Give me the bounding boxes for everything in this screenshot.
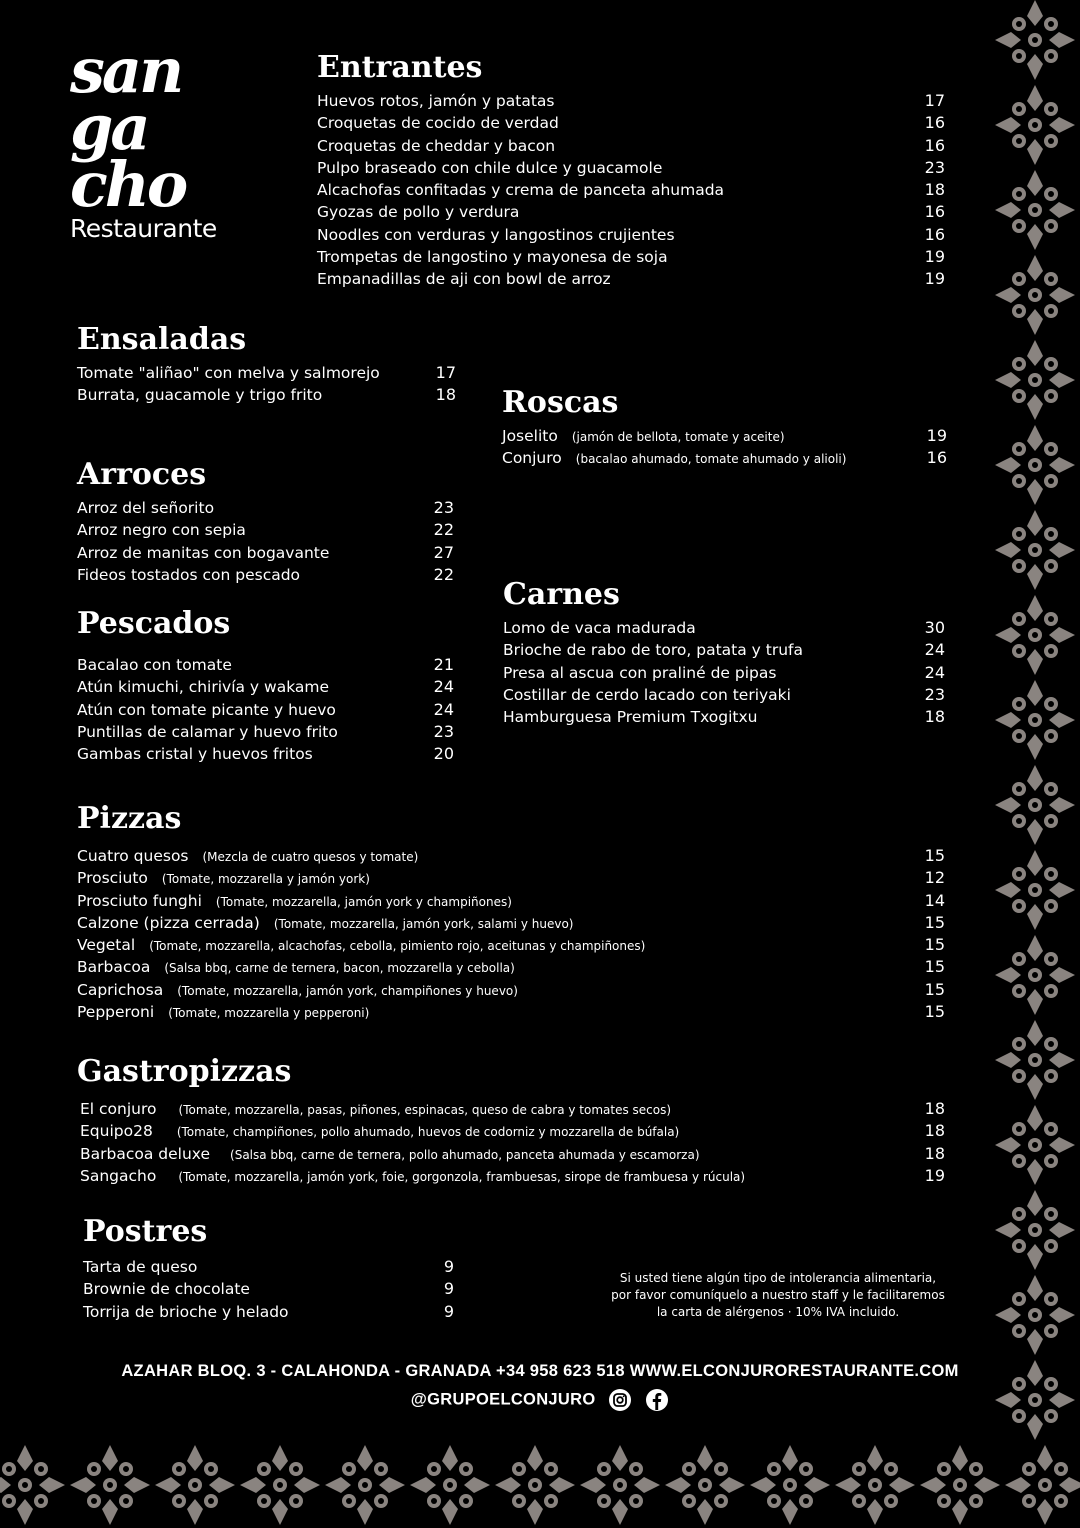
item-price: 24 [924, 640, 945, 660]
menu-item [77, 384, 456, 406]
decorative-border-bottom [0, 1440, 1080, 1528]
item-price: 19 [926, 426, 947, 445]
notice-line: Si usted tiene algún tipo de intolerancia alimentaria, [619, 1271, 937, 1285]
item-name: Barbacoa deluxe [80, 1144, 211, 1163]
item-price: 16 [924, 113, 945, 133]
item-name: Conjuro [502, 449, 562, 468]
menu-item [77, 934, 945, 956]
item-price: 16 [924, 135, 945, 155]
menu-item [77, 1143, 945, 1165]
section-gastropizzas [77, 1054, 945, 1187]
item-price: 9 [443, 1279, 454, 1299]
item-price: 30 [924, 618, 945, 637]
item-price: 16 [926, 448, 947, 468]
item-name: Noodles con verduras y langostinos crujientes [317, 225, 675, 244]
item-name: Tarta de queso [83, 1258, 198, 1276]
section-title: Postres [83, 1214, 208, 1249]
item-price: 24 [433, 677, 454, 697]
item-price: 14 [924, 890, 945, 910]
item-name: Brownie de chocolate [83, 1280, 250, 1299]
logo-line-1: san [70, 34, 182, 107]
item-description: (Tomate, mozzarella, jamón york, salami y huevo) [273, 916, 574, 931]
notice-line: por favor comuníquelo a nuestro staff y le facilitaremos [611, 1288, 945, 1302]
logo-line-3: cho [70, 148, 186, 221]
section-postres [83, 1214, 454, 1323]
social-handle: @GRUPOELCONJURO [410, 1390, 596, 1409]
section-pizzas [77, 801, 945, 1023]
section-title: Carnes [503, 577, 620, 612]
section-title: Arroces [77, 457, 207, 492]
section-roscas [502, 385, 947, 470]
item-name: Tomate "aliñao" con melva y salmorejo [77, 364, 380, 382]
item-name: Arroz negro con sepia [77, 521, 246, 540]
item-description: (Tomate, mozzarella, pasas, piñones, espinacas, queso de cabra y tomates secos) [178, 1103, 672, 1117]
item-name: Cuatro quesos [77, 847, 189, 865]
item-name: Burrata, guacamole y trigo frito [77, 386, 323, 405]
item-name: Empanadillas de aji con bowl de arroz [317, 270, 611, 289]
item-price: 24 [433, 699, 454, 719]
facebook-icon[interactable] [645, 1388, 669, 1412]
menu-item [77, 362, 456, 384]
item-description: (Tomate, mozzarella, jamón york, champiñones y huevo) [177, 983, 518, 998]
item-price: 9 [443, 1301, 454, 1321]
item-description: (bacalao ahumado, tomate ahumado y alioli) [575, 452, 847, 467]
item-name: Calzone (pizza cerrada) [77, 913, 260, 932]
instagram-icon[interactable] [608, 1388, 632, 1412]
item-name: El conjuro [80, 1100, 157, 1118]
item-name: Arroz de manitas con bogavante [77, 543, 330, 562]
item-name: Atún con tomate picante y huevo [77, 700, 336, 719]
item-price: 15 [924, 1002, 945, 1022]
menu-item [77, 542, 454, 564]
item-description: (Mezcla de cuatro quesos y tomate) [202, 850, 419, 864]
item-description: (Tomate, mozzarella y jamón york) [161, 872, 370, 887]
section-ensaladas [77, 322, 456, 407]
item-name: Presa al ascua con praliné de pipas [503, 663, 777, 682]
menu-item [317, 224, 945, 246]
item-name: Alcachofas confitadas y crema de panceta ahumada [317, 181, 725, 200]
item-price: 18 [924, 1121, 945, 1141]
menu-item [502, 425, 947, 447]
item-name: Bacalao con tomate [77, 656, 232, 674]
item-description: (Salsa bbq, carne de ternera, pollo ahumado, panceta ahumada y escamorza) [230, 1147, 700, 1162]
item-name: Gyozas de pollo y verdura [317, 203, 520, 222]
menu-item [83, 1301, 454, 1323]
item-price: 18 [924, 707, 945, 727]
item-name: Puntillas de calamar y huevo frito [77, 722, 338, 741]
item-price: 18 [435, 385, 456, 405]
item-name: Arroz del señorito [77, 499, 215, 517]
section-pescados [77, 606, 454, 765]
menu-item [77, 1165, 945, 1187]
item-price: 21 [433, 655, 454, 674]
menu-item [317, 201, 945, 223]
item-name: Costillar de cerdo lacado con teriyaki [503, 685, 791, 704]
menu-item [503, 706, 945, 728]
item-name: Lomo de vaca madurada [503, 619, 696, 637]
item-name: Trompetas de langostino y mayonesa de soja [317, 248, 668, 267]
section-title: Pizzas [77, 801, 182, 836]
item-description: (Salsa bbq, carne de ternera, bacon, mozzarella y cebolla) [164, 961, 515, 976]
item-price: 23 [433, 721, 454, 741]
menu-item [83, 1278, 454, 1300]
item-price: 18 [924, 1099, 945, 1118]
item-price: 15 [924, 846, 945, 865]
item-description: (Tomate, mozzarella, jamón york y champiñones) [215, 894, 512, 909]
item-price: 23 [924, 684, 945, 704]
item-name: Torrija de brioche y helado [83, 1302, 289, 1321]
item-description: (Tomate, mozzarella y pepperoni) [168, 1006, 370, 1021]
menu-item [317, 90, 945, 112]
item-price: 22 [433, 564, 454, 584]
menu-item [77, 743, 454, 765]
item-price: 18 [924, 1143, 945, 1163]
item-name: Pepperoni [77, 1003, 155, 1022]
item-price: 23 [433, 498, 454, 517]
item-name: Croquetas de cheddar y bacon [317, 136, 556, 155]
item-name: Equipo28 [80, 1122, 153, 1141]
menu-item [317, 112, 945, 134]
item-description: (Tomate, champiñones, pollo ahumado, huevos de codorniz y mozzarella de búfala) [176, 1125, 680, 1140]
menu-item [77, 676, 454, 698]
footer-address: AZAHAR BLOQ. 3 - CALAHONDA - GRANADA +34 958 623 518 WWW.ELCONJURORESTAURANTE.COM [121, 1362, 959, 1380]
item-description: (Tomate, mozzarella, alcachofas, cebolla, pimiento rojo, aceitunas y champiñones) [149, 939, 646, 954]
menu-item [503, 684, 945, 706]
section-entrantes [317, 50, 945, 291]
item-name: Croquetas de cocido de verdad [317, 114, 559, 133]
item-name: Hamburguesa Premium Txogitxu [503, 708, 758, 727]
item-price: 16 [924, 224, 945, 244]
footer-social [0, 1388, 1080, 1412]
item-price: 24 [924, 662, 945, 682]
item-price: 15 [924, 935, 945, 955]
section-title: Ensaladas [77, 322, 247, 357]
decorative-border-right [990, 0, 1080, 1440]
item-name: Prosciuto funghi [77, 891, 202, 910]
item-price: 19 [924, 1165, 945, 1185]
section-title: Pescados [77, 606, 231, 641]
item-name: Prosciuto [77, 869, 148, 888]
item-price: 15 [924, 979, 945, 999]
menu-item [77, 890, 945, 912]
item-price: 19 [924, 269, 945, 289]
menu-item [77, 1120, 945, 1142]
item-price: 17 [924, 91, 945, 110]
menu-item [77, 564, 454, 586]
menu-item [317, 179, 945, 201]
menu-item [317, 135, 945, 157]
restaurant-logo [70, 34, 230, 243]
section-title: Entrantes [317, 50, 483, 85]
menu-item [77, 699, 454, 721]
item-name: Gambas cristal y huevos fritos [77, 745, 313, 764]
item-description: (Tomate, mozzarella, jamón york, foie, gorgonzola, frambuesas, sirope de frambuesa y rúcula) [178, 1169, 746, 1184]
menu-item [503, 639, 945, 661]
item-price: 19 [924, 247, 945, 267]
menu-item [77, 867, 945, 889]
menu-item [77, 1098, 945, 1120]
menu-item [77, 979, 945, 1001]
item-name: Joselito [502, 427, 558, 445]
section-arroces [77, 457, 454, 586]
item-name: Caprichosa [77, 980, 164, 999]
menu-item [77, 497, 454, 519]
menu-item [77, 654, 454, 676]
item-description: (jamón de bellota, tomate y aceite) [571, 430, 785, 444]
menu-item [502, 447, 947, 469]
item-name: Fideos tostados con pescado [77, 565, 301, 584]
item-name: Barbacoa [77, 958, 151, 977]
item-name: Pulpo braseado con chile dulce y guacamole [317, 158, 663, 177]
item-price: 27 [433, 542, 454, 562]
logo-line-2: ga [70, 91, 148, 164]
menu-item [77, 721, 454, 743]
item-name: Vegetal [77, 936, 136, 955]
section-title: Gastropizzas [77, 1054, 292, 1089]
item-price: 20 [433, 744, 454, 764]
menu-item [503, 662, 945, 684]
item-price: 12 [924, 868, 945, 888]
menu-item [77, 845, 945, 867]
menu-item [317, 268, 945, 290]
section-title: Roscas [502, 385, 619, 420]
menu-item [77, 912, 945, 934]
item-price: 16 [924, 202, 945, 222]
item-price: 17 [435, 363, 456, 382]
item-price: 15 [924, 912, 945, 932]
menu-item [317, 157, 945, 179]
item-price: 23 [924, 157, 945, 177]
menu-item [77, 956, 945, 978]
item-price: 9 [443, 1257, 454, 1276]
notice-line: la carta de alérgenos · 10% IVA incluido. [656, 1305, 900, 1319]
item-price: 18 [924, 180, 945, 200]
logo-subtitle: Restaurante [70, 214, 217, 243]
item-name: Atún kimuchi, chirivía y wakame [77, 678, 330, 697]
item-price: 15 [924, 957, 945, 977]
allergen-notice [600, 1270, 956, 1321]
item-name: Sangacho [80, 1166, 157, 1185]
menu-item [77, 519, 454, 541]
menu-item [83, 1256, 454, 1278]
menu-item [77, 1001, 945, 1023]
item-name: Huevos rotos, jamón y patatas [317, 92, 555, 110]
item-price: 22 [433, 520, 454, 540]
menu-item [503, 617, 945, 639]
menu-item [317, 246, 945, 268]
section-carnes [503, 577, 945, 728]
item-name: Brioche de rabo de toro, patata y trufa [503, 641, 804, 660]
